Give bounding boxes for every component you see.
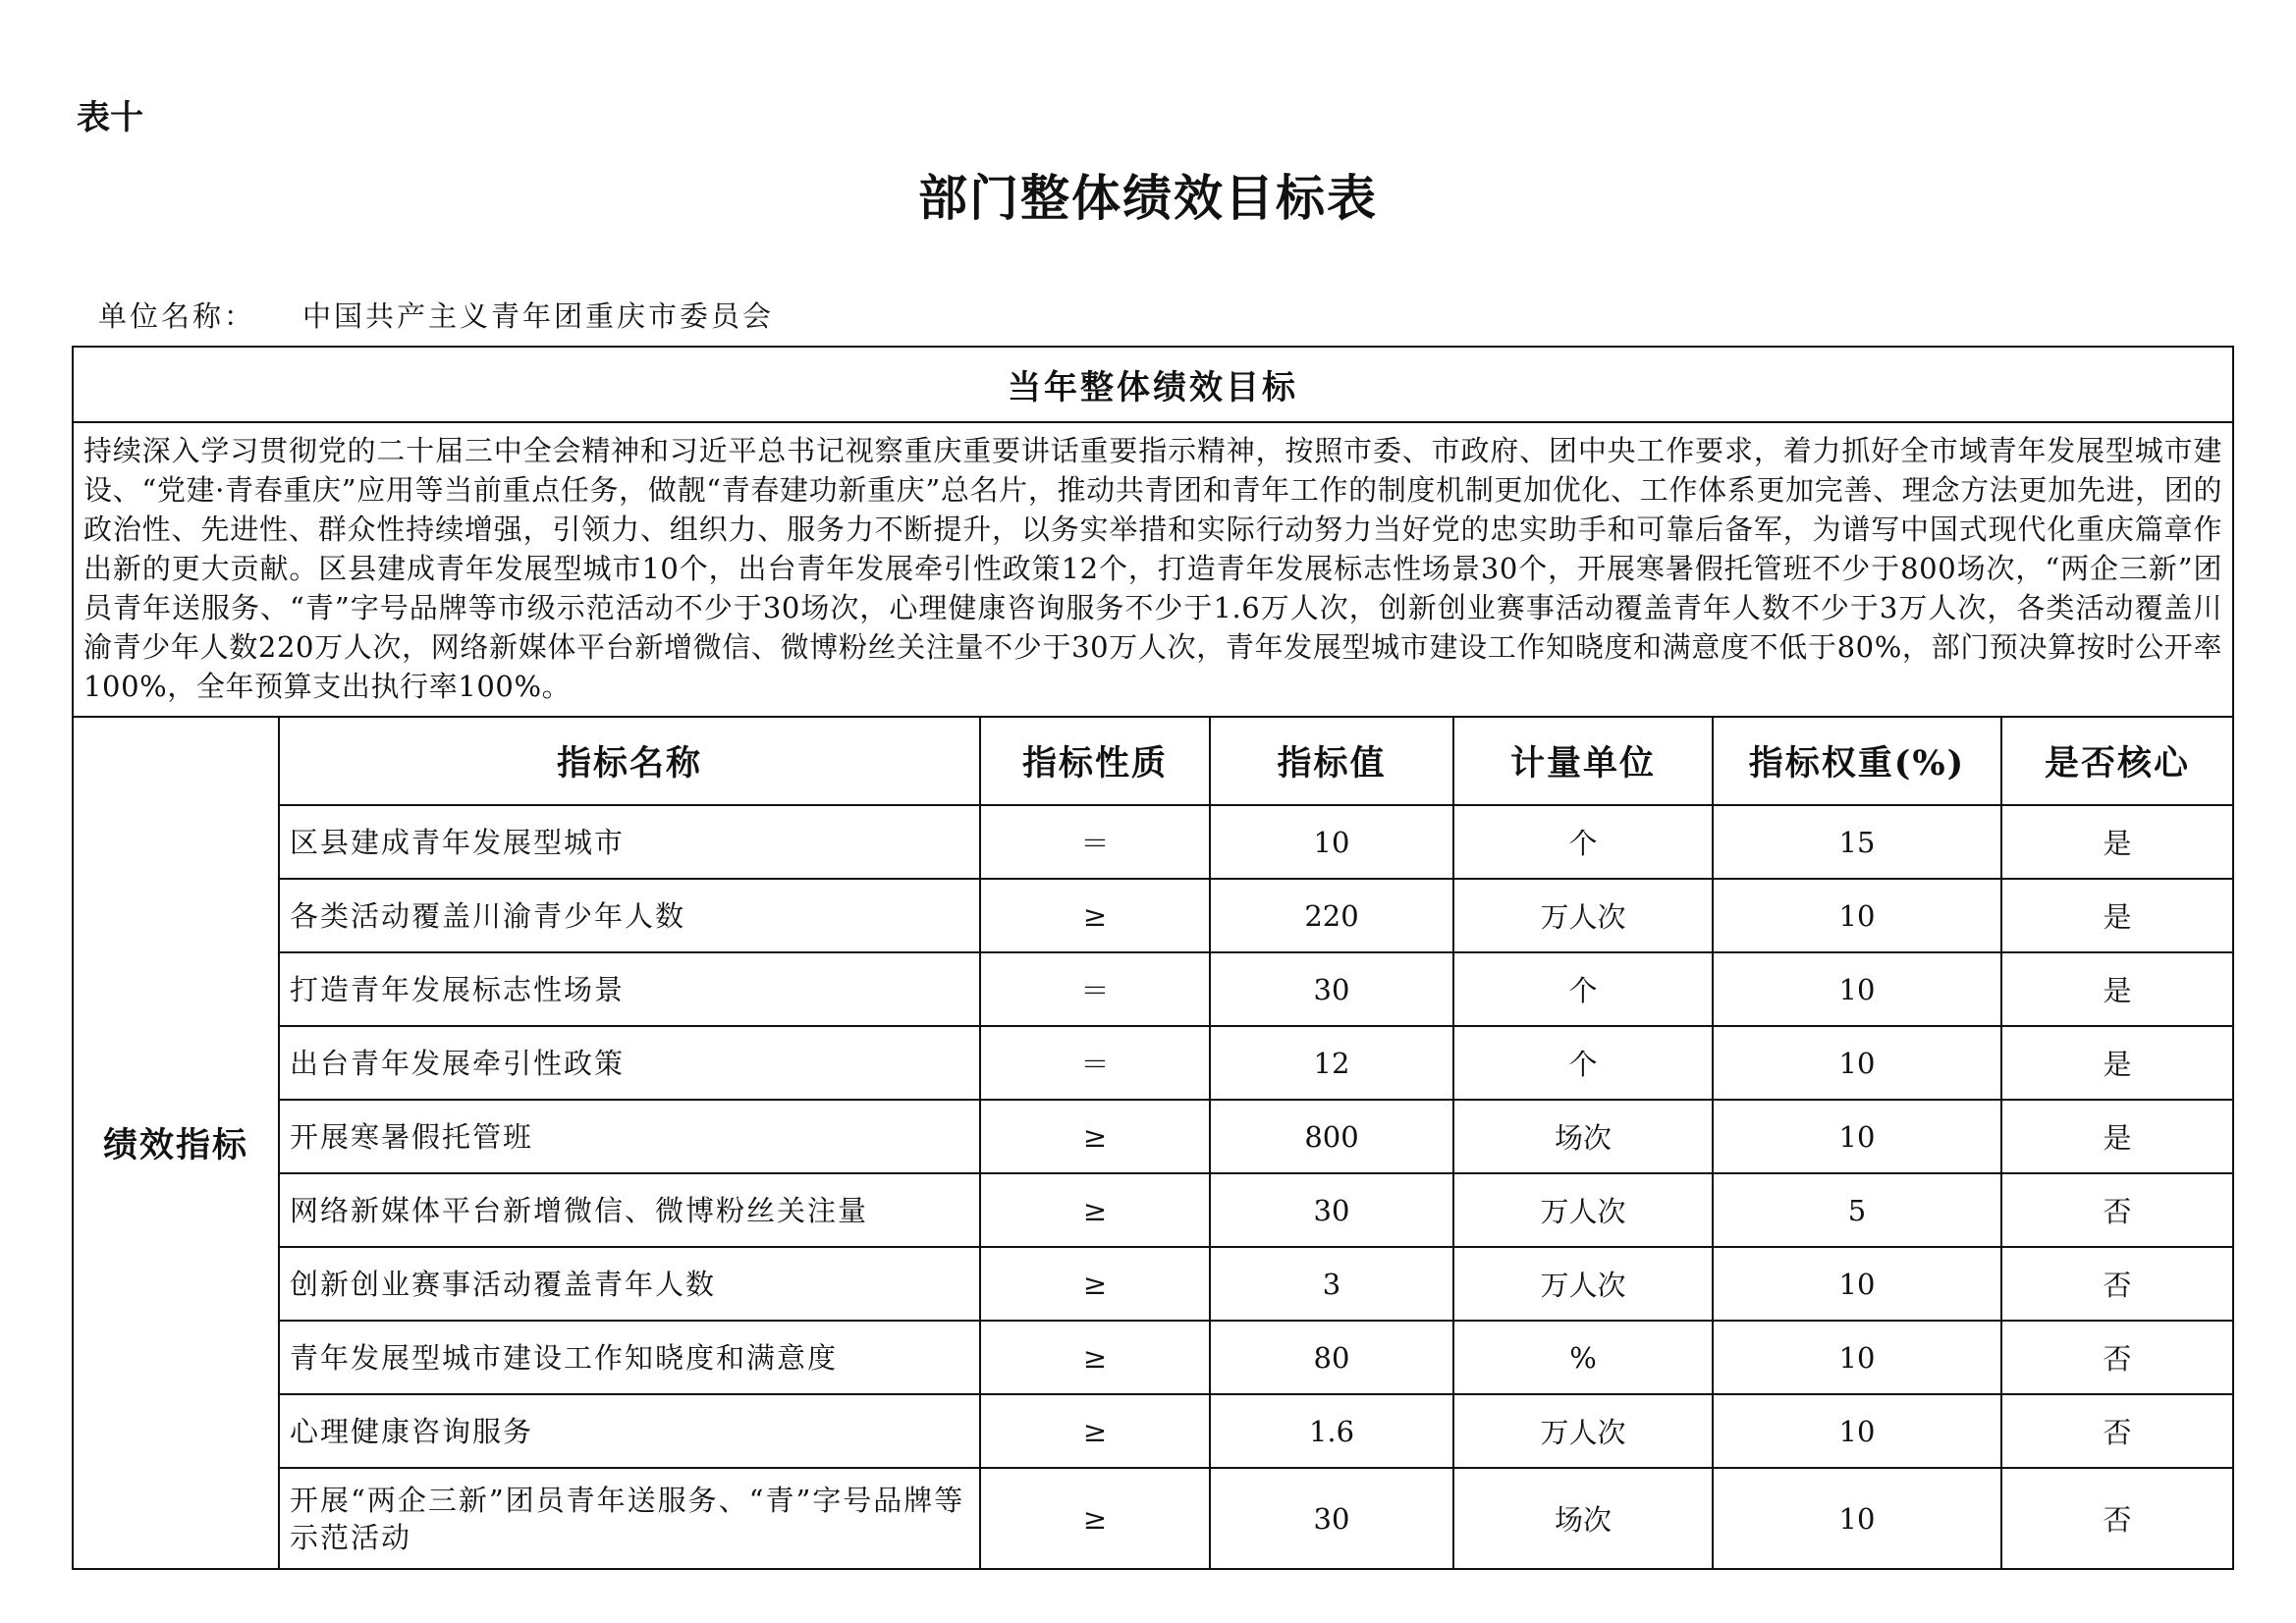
indicator-core: 否 [2001,1394,2233,1468]
col-header-value: 指标值 [1210,717,1453,805]
indicator-name: 开展寒暑假托管班 [279,1100,980,1173]
indicator-unit: 场次 [1453,1100,1713,1173]
indicator-nature: ＝ [980,805,1210,879]
indicator-name: 创新创业赛事活动覆盖青年人数 [279,1247,980,1321]
indicator-value: 30 [1210,1173,1453,1247]
col-header-weight: 指标权重(%) [1713,717,2001,805]
indicator-nature: ≥ [980,1247,1210,1321]
column-header-row [73,717,2233,805]
table-number: 表十 [77,98,143,137]
indicator-core: 否 [2001,1247,2233,1321]
indicator-unit: 万人次 [1453,1247,1713,1321]
indicator-weight: 10 [1713,1100,2001,1173]
indicator-core: 是 [2001,879,2233,952]
indicator-nature: ≥ [980,879,1210,952]
indicator-name: 心理健康咨询服务 [279,1394,980,1468]
indicator-weight: 10 [1713,952,2001,1026]
indicator-unit: 万人次 [1453,1394,1713,1468]
col-header-nature: 指标性质 [980,717,1210,805]
indicator-weight: 10 [1713,1321,2001,1394]
col-header-name: 指标名称 [279,717,980,805]
indicator-name: 出台青年发展牵引性政策 [279,1026,980,1100]
unit-value: 中国共产主义青年团重庆市委员会 [302,299,775,333]
indicator-unit: 万人次 [1453,879,1713,952]
indicator-value: 1.6 [1210,1394,1453,1468]
indicator-nature: ≥ [980,1394,1210,1468]
indicator-weight: 15 [1713,805,2001,879]
indicator-nature: ≥ [980,1321,1210,1394]
indicator-value: 800 [1210,1100,1453,1173]
table-row [73,1247,2233,1321]
indicator-value: 220 [1210,879,1453,952]
indicator-unit: 个 [1453,952,1713,1026]
indicator-unit: 个 [1453,1026,1713,1100]
indicator-unit: % [1453,1321,1713,1394]
indicator-name: 青年发展型城市建设工作知晓度和满意度 [279,1321,980,1394]
table-row [73,1321,2233,1394]
table-row [73,952,2233,1026]
indicator-core: 否 [2001,1321,2233,1394]
col-header-core: 是否核心 [2001,717,2233,805]
indicator-nature: ≥ [980,1100,1210,1173]
goal-text: 持续深入学习贯彻党的二十届三中全会精神和习近平总书记视察重庆重要讲话重要指示精神，按照市委、市政府、团中央工作要求，着力抓好全市域青年发展型城市建设、“党建·青春重庆”应用等当前重点任务，做靓“青春建功新重庆”总名片，推动共青团和青年工作的制度机制更加优化、工作体系更加完善、理念方法更加先进，团的政治性、先进性、群众性持续增强，引领力、组织力、服务力不断提升，以务实举措和实际行动努力当好党的忠实助手和可靠后备军，为谱写中国式现代化重庆篇章作出新的更大贡献。区县建成青年发展型城市10个，出台青年发展牵引性政策12个，打造青年发展标志性场景30个，开展寒暑假托管班不少于800场次，“两企三新”团员青年送服务、“青”字号品牌等市级示范活动不少于30场次，心理健康咨询服务不少于1.6万人次，创新创业赛事活动覆盖青年人数不少于3万人次，各类活动覆盖川渝青少年人数220万人次，网络新媒体平台新增微信、微博粉丝关注量不少于30万人次，青年发展型城市建设工作知晓度和满意度不低于80%，部门预决算按时公开率100%，全年预算支出执行率100%。 [73,422,2233,717]
indicator-core: 否 [2001,1468,2233,1569]
indicator-core: 是 [2001,1026,2233,1100]
indicator-core: 是 [2001,952,2233,1026]
indicator-weight: 5 [1713,1173,2001,1247]
page-title: 部门整体绩效目标表 [918,169,1378,227]
indicator-unit: 个 [1453,805,1713,879]
table-row [73,879,2233,952]
goal-heading: 当年整体绩效目标 [73,347,2233,422]
indicator-unit: 场次 [1453,1468,1713,1569]
table-row [73,1468,2233,1569]
table-row [73,1100,2233,1173]
col-header-unit: 计量单位 [1453,717,1713,805]
indicator-core: 是 [2001,805,2233,879]
indicator-nature: ＝ [980,1026,1210,1100]
indicator-core: 是 [2001,1100,2233,1173]
indicator-name: 各类活动覆盖川渝青少年人数 [279,879,980,952]
indicator-value: 10 [1210,805,1453,879]
indicator-unit: 万人次 [1453,1173,1713,1247]
indicator-core: 否 [2001,1173,2233,1247]
indicator-value: 30 [1210,952,1453,1026]
table-row [73,1173,2233,1247]
indicator-nature: ≥ [980,1468,1210,1569]
table-row [73,1026,2233,1100]
unit-row [98,295,774,335]
indicator-weight: 10 [1713,1247,2001,1321]
indicator-value: 80 [1210,1321,1453,1394]
indicator-weight: 10 [1713,1026,2001,1100]
unit-label: 单位名称： [98,299,256,333]
indicator-nature: ≥ [980,1173,1210,1247]
indicator-weight: 10 [1713,1394,2001,1468]
indicator-weight: 10 [1713,879,2001,952]
table-row [73,805,2233,879]
table-row [73,1394,2233,1468]
indicator-name: 网络新媒体平台新增微信、微博粉丝关注量 [279,1173,980,1247]
indicator-name: 区县建成青年发展型城市 [279,805,980,879]
indicator-value: 3 [1210,1247,1453,1321]
indicator-group-label: 绩效指标 [73,717,279,1569]
performance-table [72,346,2234,1570]
indicator-name: 打造青年发展标志性场景 [279,952,980,1026]
indicator-nature: ＝ [980,952,1210,1026]
indicator-value: 30 [1210,1468,1453,1569]
indicator-weight: 10 [1713,1468,2001,1569]
indicator-name: 开展“两企三新”团员青年送服务、“青”字号品牌等示范活动 [279,1468,980,1569]
indicator-value: 12 [1210,1026,1453,1100]
